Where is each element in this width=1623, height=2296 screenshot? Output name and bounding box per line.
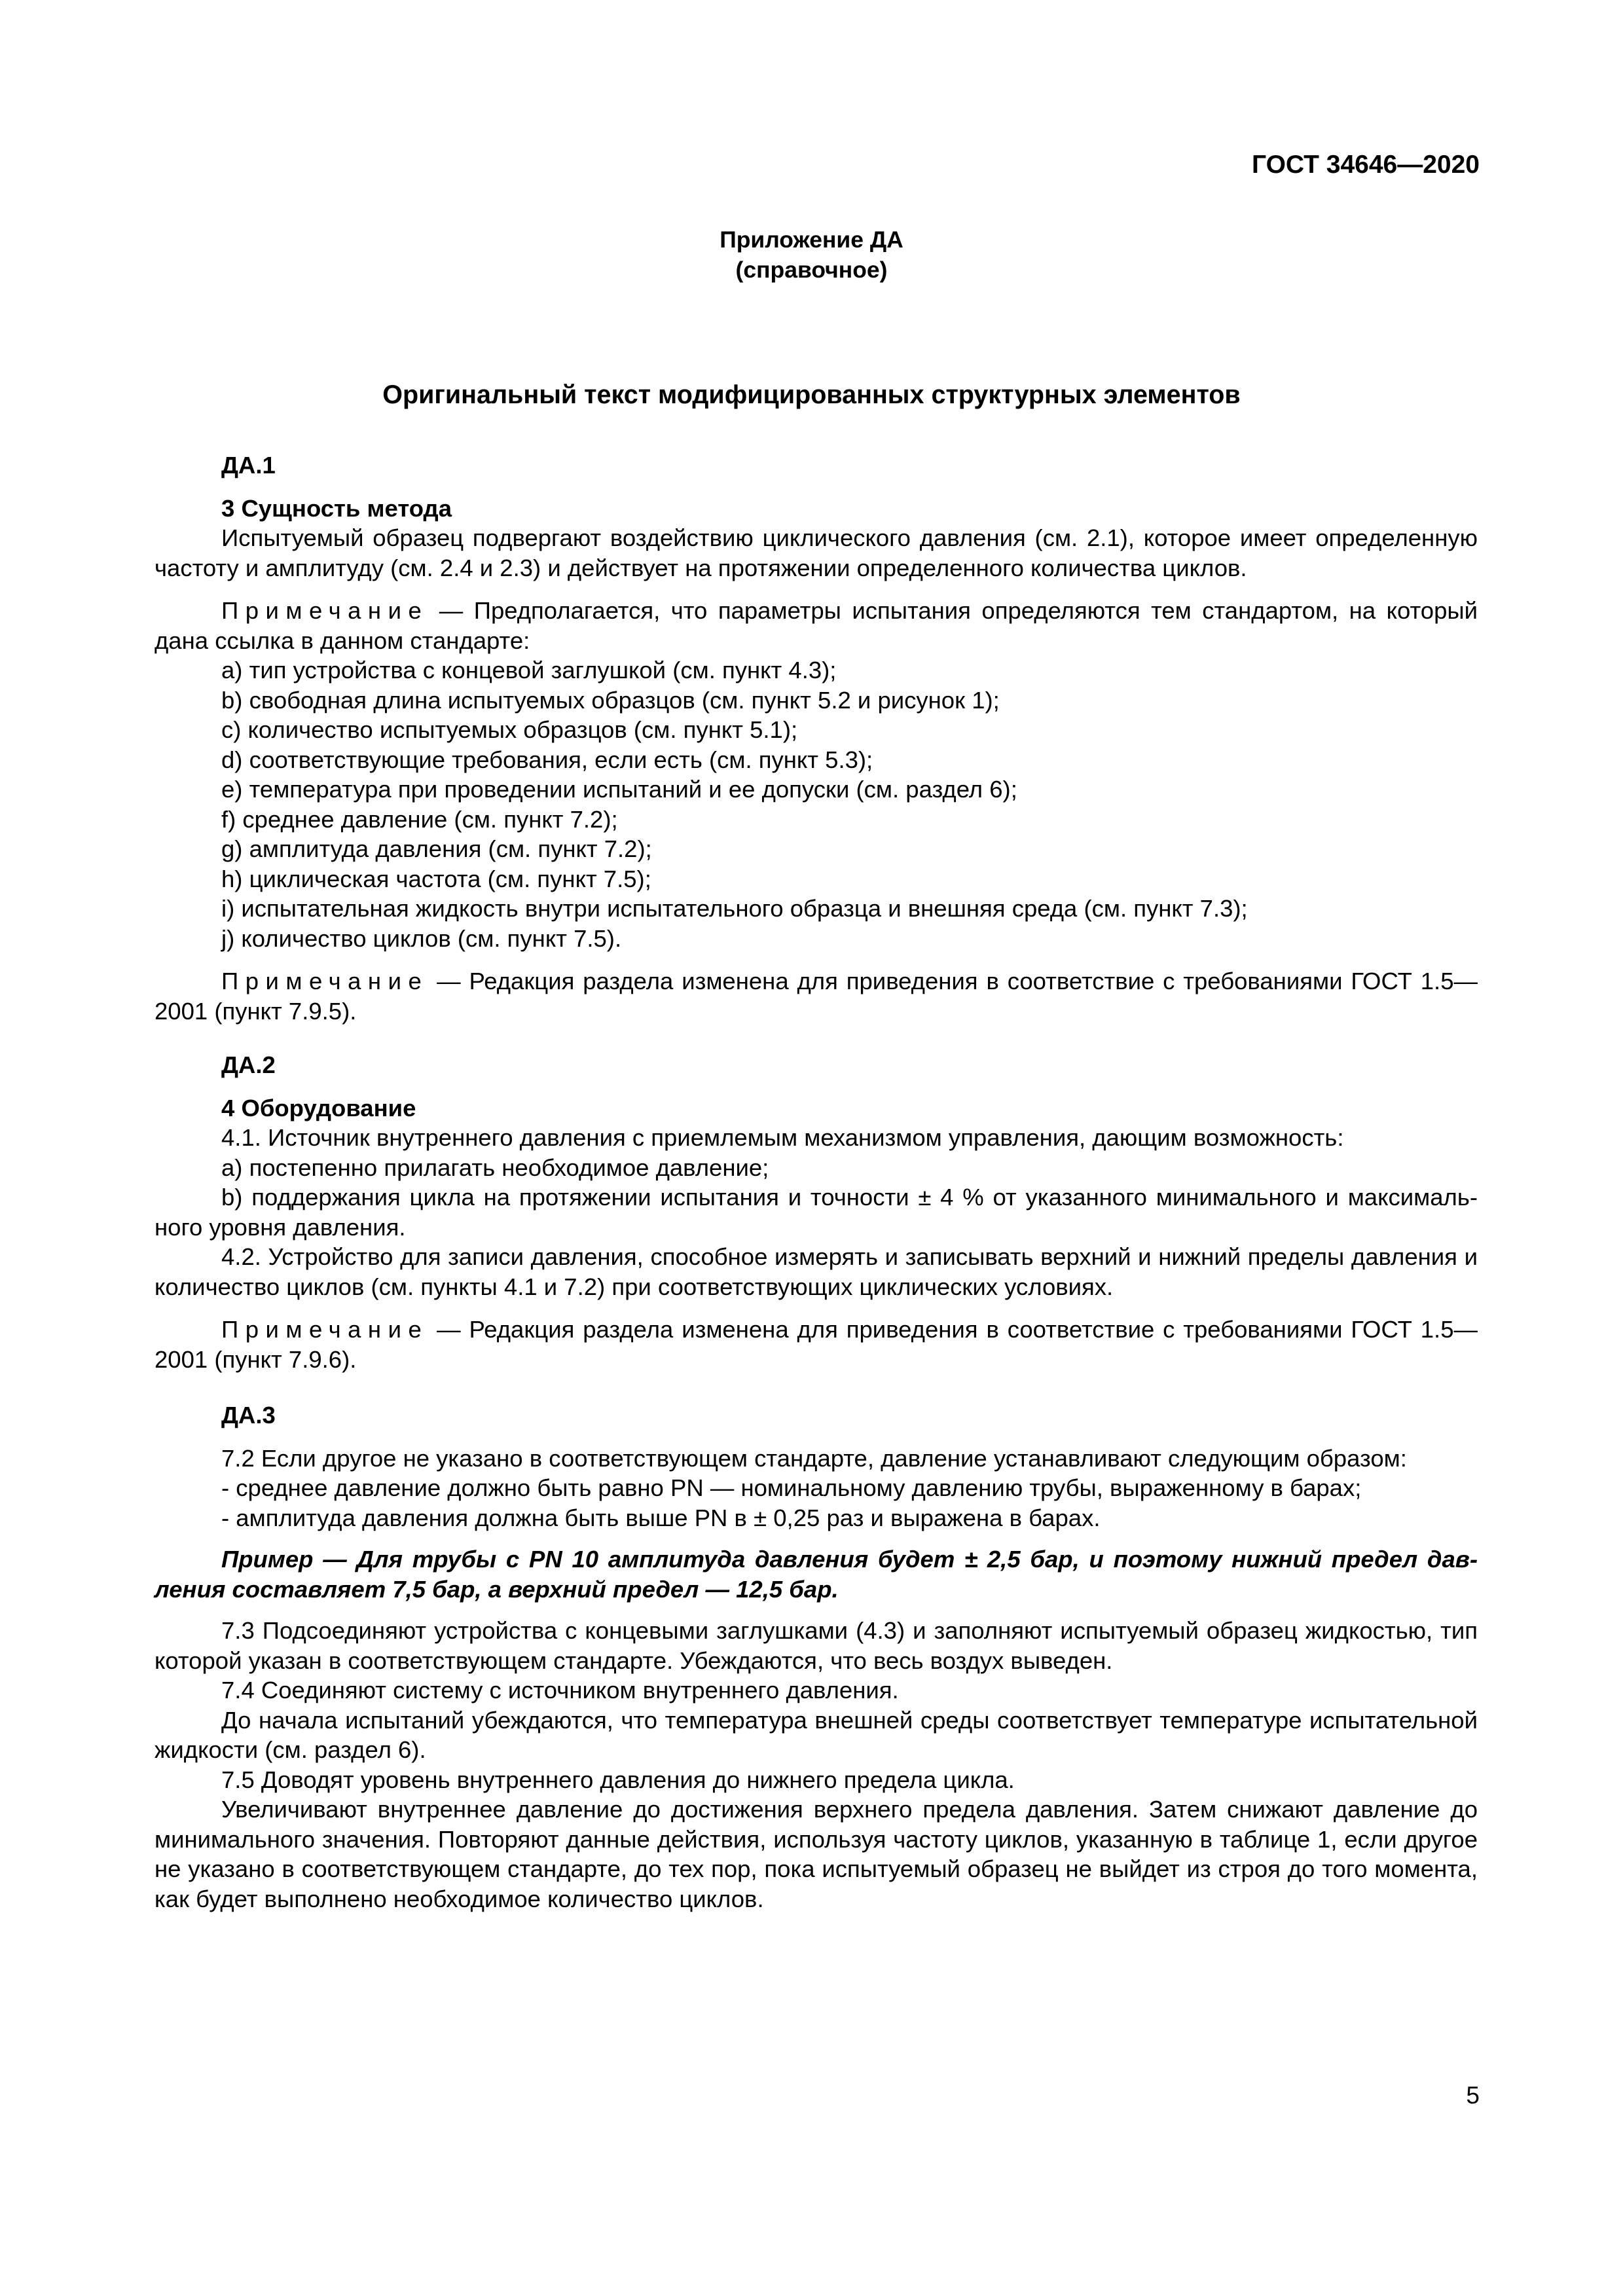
list-item: f) среднее давление (см. пункт 7.2); bbox=[221, 805, 618, 833]
list-item: - среднее давление должно быть равно PN — номинальному давлению трубы, выраженному в барах; bbox=[221, 1474, 1362, 1501]
note bbox=[155, 1315, 1478, 1374]
document-body bbox=[155, 450, 1478, 1914]
section-da2 bbox=[155, 1050, 1478, 1374]
appendix-title: Приложение ДА bbox=[720, 227, 903, 253]
section-label: ДА.2 bbox=[221, 1051, 276, 1078]
paragraph: Испытуемый образец подвергают воздействию циклического давления (см. 2.1), которое имеет определенную частоту и амплитуду (см. 2.4 и 2.3) и действует на протяжении определенного количества циклов. bbox=[155, 524, 1478, 581]
note-text: — Редакция раздела изменена для приведения в соответствие с требованиями ГОСТ 1.5—2001 (пункт 7.9.6). bbox=[155, 1316, 1478, 1373]
paragraph: 7.5 Доводят уровень внутреннего давления до нижнего предела цикла. bbox=[221, 1766, 1015, 1793]
list-item: a) тип устройства с концевой заглушкой (см. пункт 4.3); bbox=[221, 657, 837, 683]
note bbox=[155, 596, 1478, 655]
list-item: e) температура при проведении испытаний и ее допуски (см. раздел 6); bbox=[221, 776, 1017, 803]
paragraph: b) поддержания цикла на протяжении испытания и точности ± 4 % от указанного минимального и максимального уровня давления. bbox=[155, 1184, 1478, 1241]
paragraph: До начала испытаний убеждаются, что температура внешней среды соответствует температуре испытательной жидкости (см. раздел 6). bbox=[155, 1706, 1478, 1763]
section-title: 3 Сущность метода bbox=[221, 494, 452, 522]
main-title: Оригинальный текст модифицированных структурных элементов bbox=[382, 380, 1241, 409]
page-number: 5 bbox=[1466, 2082, 1480, 2109]
list-item: g) амплитуда давления (см. пункт 7.2); bbox=[221, 835, 652, 862]
list-item: b) свободная длина испытуемых образцов (см. пункт 5.2 и рисунок 1); bbox=[221, 686, 1000, 714]
note-label: Примечание bbox=[221, 968, 429, 994]
note-text: — Редакция раздела изменена для приведения в соответствие с требованиями ГОСТ 1.5—2001 (пункт 7.9.5). bbox=[155, 968, 1478, 1025]
list-item: - амплитуда давления должна быть выше PN в ± 0,25 раз и выражена в барах. bbox=[221, 1504, 1101, 1531]
paragraph: 7.3 Подсоединяют устройства с концевыми заглушками (4.3) и заполняют испытуемый образец жидкостью, тип которой указан в соответствующем стандарте. Убеждаются, что весь воздух выведен. bbox=[155, 1617, 1478, 1674]
note-label: Примечание bbox=[221, 597, 429, 624]
section-da3 bbox=[155, 1400, 1478, 1914]
note-text: — Предполагается, что параметры испытания определяются тем стандартом, на который дана ссылка в данном стандарте: bbox=[155, 597, 1478, 654]
appendix-heading bbox=[0, 225, 1623, 285]
section-label: ДА.3 bbox=[221, 1402, 276, 1429]
note bbox=[155, 966, 1478, 1026]
list-item: h) циклическая частота (см. пункт 7.5); bbox=[221, 865, 651, 892]
list-item: c) количество испытуемых образцов (см. пункт 5.1); bbox=[221, 716, 798, 743]
paragraph: 7.4 Соединяют систему с источником внутреннего давления. bbox=[221, 1677, 899, 1704]
paragraph: 4.2. Устройство для записи давления, способное измерять и записывать верхний и нижний пределы давления и количество циклов (см. пункты 4.1 и 7.2) при соответствующих циклических условиях. bbox=[155, 1243, 1478, 1300]
section-label: ДА.1 bbox=[221, 452, 276, 479]
paragraph: 4.1. Источник внутреннего давления с приемлемым механизмом управления, дающим возможность: bbox=[221, 1124, 1344, 1151]
section-da1 bbox=[155, 450, 1478, 1026]
section-title: 4 Оборудование bbox=[221, 1094, 416, 1121]
list-item: d) соответствующие требования, если есть (см. пункт 5.3); bbox=[221, 746, 873, 773]
example: Пример — Для трубы с PN 10 амплитуда давления будет ± 2,5 бар, и поэтому нижний предел давления составляет 7,5 бар, а верхний предел — 12,5 бар. bbox=[155, 1546, 1478, 1603]
list-item: j) количество циклов (см. пункт 7.5). bbox=[221, 924, 622, 952]
paragraph: a) постепенно прилагать необходимое давление; bbox=[221, 1154, 769, 1181]
appendix-type: (справочное) bbox=[735, 257, 888, 283]
document-code: ГОСТ 34646—2020 bbox=[1252, 151, 1480, 179]
paragraph: 7.2 Если другое не указано в соответствующем стандарте, давление устанавливают следующим образом: bbox=[221, 1444, 1407, 1472]
list-item: i) испытательная жидкость внутри испытательного образца и внешняя среда (см. пункт 7.3); bbox=[221, 895, 1248, 922]
paragraph: Увеличивают внутреннее давление до достижения верхнего предела давления. Затем снижают давление до минимального значения. Повторяют данные действия, используя частоту циклов, указанную в таблице 1, если другое не указано в соответствующем стандарте, до тех пор, пока испытуемый образец не выйдет из строя до того момента, как будет выполнено необходимое количество циклов. bbox=[155, 1796, 1478, 1912]
note-label: Примечание bbox=[221, 1316, 429, 1343]
